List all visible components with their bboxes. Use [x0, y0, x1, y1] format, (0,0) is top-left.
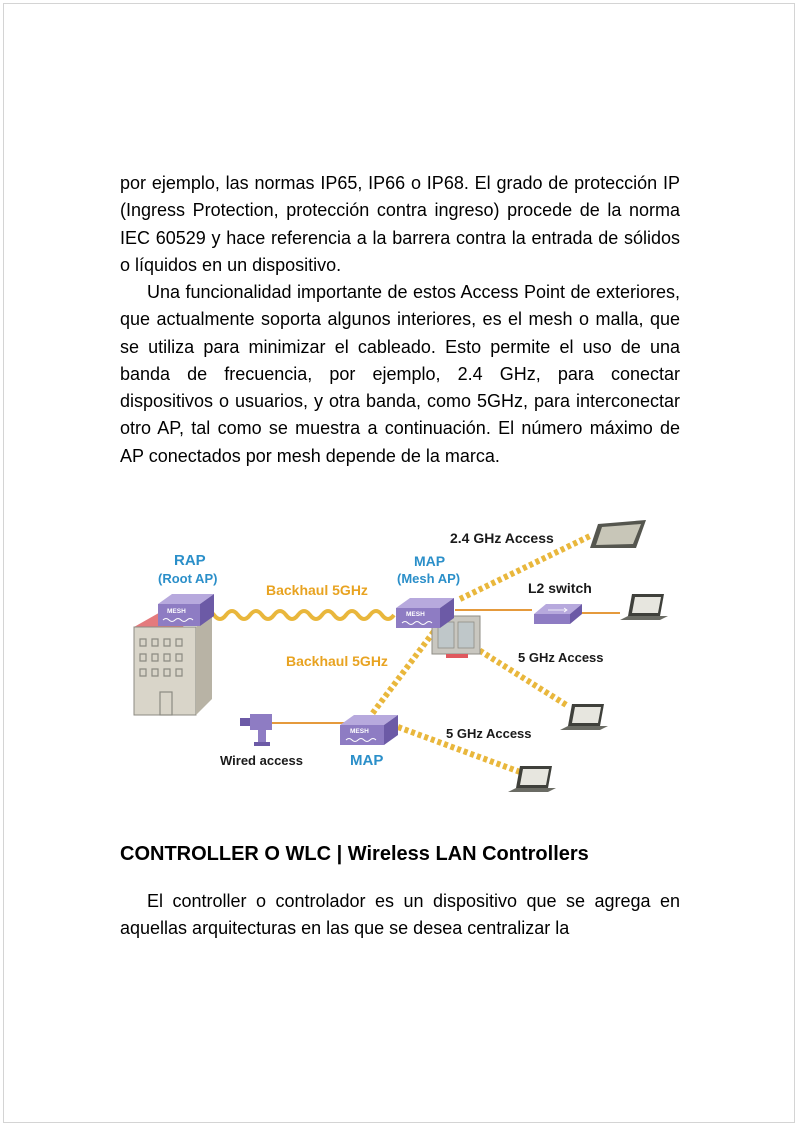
access-24-label: 2.4 GHz Access — [450, 530, 554, 546]
access-5a-label: 5 GHz Access — [518, 650, 604, 665]
laptop-5ghz-a — [560, 704, 608, 730]
laptop-switch — [620, 594, 668, 620]
backhaul-label-2: Backhaul 5GHz — [286, 653, 388, 669]
map-bottom-mesh-label: MESH — [350, 728, 369, 735]
section-heading-controller: CONTROLLER O WLC | Wireless LAN Controllers — [120, 843, 589, 865]
rap-sub-label: (Root AP) — [158, 571, 218, 586]
map-top-label: MAP — [414, 553, 446, 569]
map-top-device — [396, 598, 454, 628]
paragraph-mesh: Una funcionalidad importante de estos Access Point de exteriores, que actualmente soporta algunos interiores, es el mesh o malla, que se utiliza para minimizar el cableado. Esto permite el uso de una banda de frecuencia, por ejemplo, 2.4 GHz, para conectar dispositivos o usuarios, y otra banda, como 5GHz, para interconectar otro AP, tal como se muestra a continuación. El número máximo de AP conectados por mesh depende de la marca. — [120, 282, 680, 466]
map-top-mesh-label: MESH — [406, 611, 425, 618]
backhaul-wave-horizontal — [202, 611, 394, 619]
backhaul-wave-diagonal — [372, 626, 438, 714]
l2-switch-device — [534, 604, 582, 624]
tablet-device — [590, 520, 646, 548]
paragraph-ip-protection: por ejemplo, las normas IP65, IP66 o IP68. El grado de protección IP (Ingress Protection, protección contra ingreso) procede de la norma IEC 60529 y hace referencia a la barrera contra la entrada de sólidos o líquidos en un dispositivo. — [120, 173, 680, 275]
camera-device — [240, 714, 272, 746]
access-5b-label: 5 GHz Access — [446, 726, 532, 741]
map-bottom-device — [340, 715, 398, 745]
rap-device — [158, 594, 214, 626]
backhaul-label-1: Backhaul 5GHz — [266, 582, 368, 598]
map-bottom-label: MAP — [350, 752, 384, 769]
map-top-sub-label: (Mesh AP) — [397, 571, 461, 586]
rap-label: RAP — [174, 552, 206, 569]
laptop-5ghz-b — [508, 766, 556, 792]
wired-access-label: Wired access — [220, 753, 303, 768]
rap-mesh-label: MESH — [167, 608, 186, 615]
mesh-network-diagram — [120, 514, 680, 810]
l2-switch-label: L2 switch — [528, 580, 592, 596]
paragraph-controller: El controller o controlador es un dispositivo que se agrega en aquellas arquitecturas en las que se desea centralizar la — [120, 891, 680, 939]
